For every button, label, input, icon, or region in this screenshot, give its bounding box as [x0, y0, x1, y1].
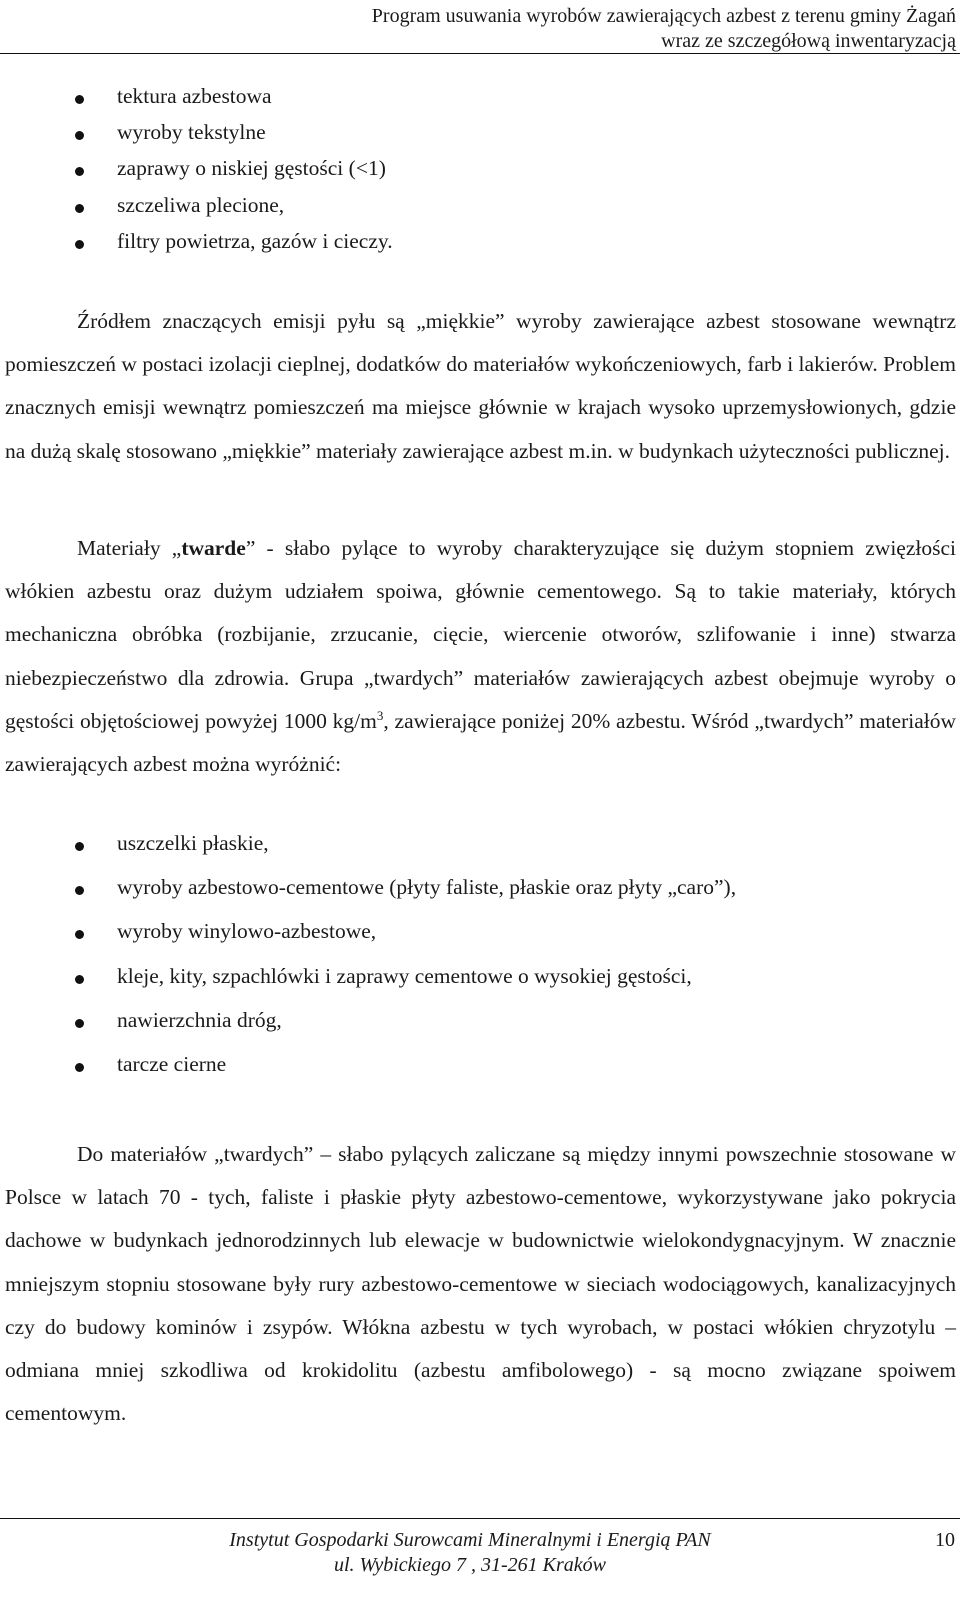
footer-divider [0, 1518, 960, 1519]
bold-term: twarde [181, 536, 246, 560]
list-item-text: tarcze cierne [117, 1052, 227, 1076]
footer-address: ul. Wybickiego 7 , 31-261 Kraków [333, 1554, 606, 1576]
text-segment: Materiały „ [77, 536, 182, 560]
bullet-icon [75, 1019, 84, 1028]
bullet-icon [75, 240, 84, 249]
text-segment: , zawierające poniżej 20% azbestu. Wśród „twardych” materiałów zawierających azbest można wyróżnić: [5, 708, 957, 777]
bullet-icon [75, 167, 84, 176]
page-number: 10 [935, 1529, 955, 1551]
list-item-text: uszczelki płaskie, [117, 831, 269, 855]
paragraph-hard-materials [5, 527, 956, 786]
list-item-text: nawierzchnia dróg, [117, 1008, 282, 1032]
text-segment: ” - słabo pylące to wyroby charakteryzujące się dużym stopniem zwięzłości włókien azbestu oraz dużym udziałem spoiwa, głównie cementowego. Są to takie materiały, których mechaniczna obróbka (rozbijanie, zrzucanie, cięcie, wiercenie otworów, szlifowanie i inne) stwarza niebezpieczeństwo dla zdrowia. Grupa „twardych” materiałów zawierających azbest obejmuje wyroby o gęstości objętościowej powyżej 1000 kg/m [5, 536, 956, 733]
bullet-icon [75, 95, 84, 104]
footer-institution: Instytut Gospodarki Surowcami Mineralnymi i Energią PAN [229, 1529, 711, 1551]
list-item-text: zaprawy o niskiej gęstości (<1) [117, 156, 386, 180]
header-divider [0, 53, 960, 54]
bullet-icon [75, 204, 84, 213]
bullet-icon [75, 975, 84, 984]
bullet-icon [75, 131, 84, 140]
paragraph-hard-examples: Do materiałów „twardych” – słabo pylących zaliczane są między innymi powszechnie stosowane w Polsce w latach 70 - tych, faliste i płaskie płyty azbestowo-cementowe, wykorzystywane jako pokrycia dachowe w budynkach jednorodzinnych lub elewacje w budownictwie wielokondygnacyjnym. W znacznie mniejszym stopniu stosowane były rury azbestowo-cementowe w sieciach wodociągowych, kanalizacyjnych czy do budowy kominów i zsypów. Włókna azbestu w tych wyrobach, w postaci włókien chryzotylu – odmiana mniej szkodliwa od krokidolitu (azbestu amfibolowego) - są mocno związane spoiwem cementowym. [5, 1142, 956, 1426]
page-footer [150, 1528, 790, 1578]
list-item-text: wyroby winylowo-azbestowe, [117, 919, 377, 943]
list-item-text: filtry powietrza, gazów i cieczy. [117, 229, 393, 253]
list-item-text: wyroby azbestowo-cementowe (płyty faliste, płaskie oraz płyty „caro”), [117, 875, 737, 899]
page-header [0, 4, 956, 54]
superscript: 3 [376, 707, 384, 723]
bullet-icon [75, 842, 84, 851]
header-subtitle: wraz ze szczegółową inwentaryzacją [661, 30, 956, 52]
list-item-text: szczeliwa plecione, [117, 193, 285, 217]
bullet-icon [75, 930, 84, 939]
bullet-icon [75, 886, 84, 895]
paragraph-soft-emissions: Źródłem znaczących emisji pyłu są „miękkie” wyroby zawierające azbest stosowane wewnątrz pomieszczeń w postaci izolacji cieplnej, dodatków do materiałów wykończeniowych, farb i lakierów. Problem znacznych emisji wewnątrz pomieszczeń ma miejsce głównie w krajach wysoko uprzemysłowionych, gdzie na dużą skalę stosowano „miękkie” materiały zawierające azbest m.in. w budynkach użyteczności publicznej. [5, 309, 956, 463]
list-item-text: kleje, kity, szpachlówki i zaprawy cementowe o wysokiej gęstości, [117, 964, 692, 988]
list-item-text: tektura azbestowa [117, 84, 272, 108]
header-title: Program usuwania wyrobów zawierających azbest z terenu gminy Żagań [371, 5, 956, 27]
bullet-icon [75, 1063, 84, 1072]
list-item-text: wyroby tekstylne [117, 120, 266, 144]
